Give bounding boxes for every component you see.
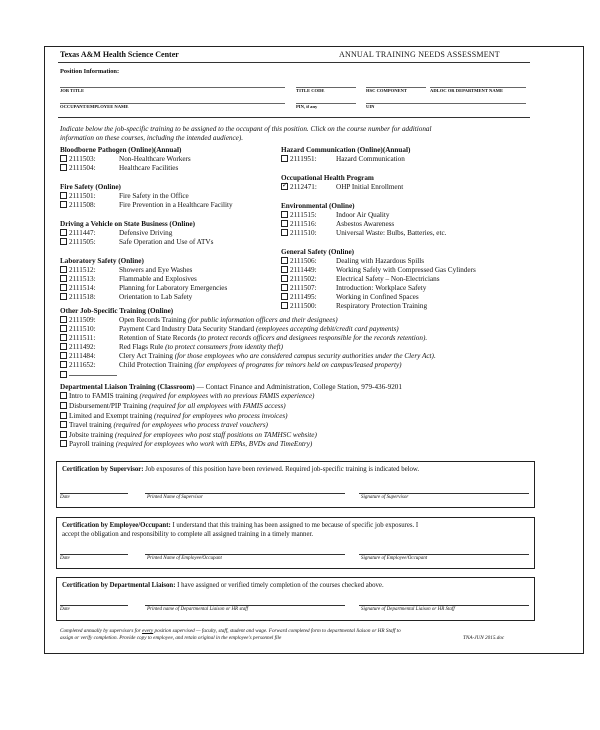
course-row: [60, 343, 283, 352]
course-row: [281, 183, 403, 192]
course-row: [281, 257, 424, 266]
supervisor-certification-box: [56, 461, 535, 508]
blank-course-field[interactable]: [69, 375, 117, 376]
course-label: Universal Waste: Bulbs, Batteries, etc.: [336, 229, 447, 237]
bloodborne-title: Bloodborne Pathogen (Online)(Annual): [60, 146, 182, 154]
checkbox[interactable]: [60, 440, 67, 447]
checkbox[interactable]: [60, 192, 67, 199]
course-row: [60, 325, 399, 334]
course-row: [281, 266, 476, 275]
employee-certification-text-2: accept the obligation and responsibility to complete all assigned training in a timely manner.: [62, 531, 314, 538]
course-row: [60, 192, 189, 201]
checkbox[interactable]: [60, 343, 67, 350]
supervisor-certification-title: Certification by Supervisor:: [62, 466, 144, 473]
course-label: Asbestos Awareness: [336, 220, 395, 228]
course-label: Safe Operation and Use of ATVs: [119, 238, 214, 246]
liaison-course-label[interactable]: Intro to FAMIS training: [69, 392, 138, 400]
driving-title: Driving a Vehicle on State Business (Online): [60, 220, 195, 228]
course-label: Child Protection Training: [119, 361, 193, 369]
course-label: Clery Act Training: [119, 352, 173, 360]
liaison-certification-body: I have assigned or verified timely completion of the courses checked above.: [175, 582, 384, 589]
course-label: Defensive Driving: [119, 229, 173, 237]
date-label: Date: [60, 607, 70, 612]
course-row: [60, 352, 436, 361]
course-code[interactable]: 2111652:: [69, 361, 96, 369]
course-row: [60, 155, 191, 164]
footer-text: Completed annually by supervisors for: [60, 628, 142, 634]
course-row: [60, 229, 172, 238]
supervisor-certification-body: Job exposures of this position have been reviewed. Required job-specific training is indicated below.: [143, 466, 420, 473]
course-row: [281, 229, 446, 238]
course-label: Payment Card Industry Data Security Standard: [119, 325, 255, 333]
supervisor-certification-text: [62, 466, 419, 473]
course-label: Introduction: Workplace Safety: [336, 284, 427, 292]
course-label: Flammable and Explosives: [119, 275, 197, 283]
liaison-course-note: (required for all employees with FAMIS access): [149, 402, 286, 410]
liaison-certification-text: [62, 582, 384, 589]
checkbox[interactable]: [60, 412, 67, 419]
checkbox[interactable]: [60, 421, 67, 428]
course-row: [281, 275, 440, 284]
course-row: [60, 266, 192, 275]
checkbox[interactable]: [281, 155, 288, 162]
footer-line-1: [60, 628, 401, 634]
course-label: Fire Safety in the Office: [119, 192, 189, 200]
course-label: Healthcare Facilities: [119, 164, 179, 172]
checkbox[interactable]: [281, 220, 288, 227]
checked-checkbox[interactable]: [281, 183, 288, 190]
checkbox[interactable]: [60, 352, 67, 359]
course-row: [60, 293, 192, 302]
checkbox[interactable]: [60, 325, 67, 332]
liaison-signature-field[interactable]: [359, 605, 529, 606]
form-title: ANNUAL TRAINING NEEDS ASSESSMENT: [339, 50, 500, 59]
course-label: Working Safely with Compressed Gas Cylinders: [336, 266, 476, 274]
checkbox[interactable]: [281, 284, 288, 291]
course-label: Hazard Communication: [336, 155, 405, 163]
instructions-line-1: Indicate below the job-specific training to be assigned to the occupant of this position. Click on the course number for additional: [60, 125, 432, 133]
course-code[interactable]: 2112471:: [290, 183, 317, 191]
liaison-date-field[interactable]: [60, 605, 128, 606]
uin-label: UIN: [366, 104, 375, 109]
checkbox[interactable]: [60, 284, 67, 291]
course-code[interactable]: 2111492:: [69, 343, 96, 351]
supervisor-name-field[interactable]: [145, 493, 345, 494]
checkbox[interactable]: [60, 155, 67, 162]
liaison-training-title: Departmental Liaison Training (Classroom): [60, 383, 195, 391]
course-row: [281, 284, 426, 293]
course-code[interactable]: 2111511:: [69, 334, 96, 342]
course-row: [60, 238, 213, 247]
course-row: [60, 361, 402, 370]
course-code[interactable]: 2111510:: [69, 325, 96, 333]
checkbox[interactable]: [60, 164, 67, 171]
instructions-line-2: information on these courses, including the intended audience).: [60, 134, 244, 142]
course-code[interactable]: 2111509:: [69, 316, 96, 324]
course-label: Planning for Laboratory Emergencies: [119, 284, 228, 292]
course-code[interactable]: 2111449:: [290, 266, 317, 274]
course-row: [281, 220, 394, 229]
checkbox[interactable]: [281, 229, 288, 236]
liaison-course-note: (required for employees who work with EPAs, BVDs and TimeEntry): [115, 440, 313, 448]
checkbox[interactable]: [60, 238, 67, 245]
liaison-certification-box: [56, 577, 535, 621]
checkbox[interactable]: [60, 316, 67, 323]
liaison-certification-title: Certification by Departmental Liaison:: [62, 582, 176, 589]
liaison-course-note: (required for employees with no previous FAMIS experience): [139, 392, 315, 400]
job-title-label: JOB TITLE: [60, 88, 85, 93]
liaison-course-note: (required for employees who post staff positions on TAMHSC website): [114, 431, 317, 439]
footer-line-2: assign or verify completion. Provide copy to employee, and retain original in the employee's personnel file: [60, 635, 282, 641]
course-label: Non-Healthcare Workers: [119, 155, 191, 163]
employee-date-field[interactable]: [60, 554, 128, 555]
course-code[interactable]: 2111951:: [290, 155, 317, 163]
occupant-name-label: OCCUPANT/EMPLOYEE NAME: [60, 104, 129, 109]
course-code[interactable]: 2111505:: [69, 238, 96, 246]
course-row: [281, 293, 419, 302]
lab-safety-title: Laboratory Safety (Online): [60, 257, 144, 265]
header-divider: [58, 62, 530, 63]
course-code[interactable]: 2111515:: [290, 211, 317, 219]
course-note: (to protect consumers from identity theft): [165, 343, 283, 351]
organization-name: Texas A&M Health Science Center: [60, 50, 179, 59]
signature-label: Signature of Departmental Liaison or HR Staff: [361, 607, 455, 612]
printed-name-label: Printed name of Departmental Liaison or HR staff: [147, 607, 248, 612]
employee-signature-field[interactable]: [359, 554, 529, 555]
course-row: [60, 164, 178, 173]
course-code[interactable]: 2111500:: [290, 302, 317, 310]
liaison-course-label[interactable]: Travel training: [69, 421, 112, 429]
course-code[interactable]: 2111495:: [290, 293, 317, 301]
checkbox[interactable]: [281, 275, 288, 282]
course-code[interactable]: 2111506:: [290, 257, 317, 265]
position-info-label: Position Information:: [60, 68, 120, 75]
checkbox[interactable]: [60, 361, 67, 368]
footer-emphasis: every: [141, 628, 154, 634]
employee-certification-title: Certification by Employee/Occupant:: [62, 522, 171, 529]
date-label: Date: [60, 556, 70, 561]
employee-certification-body: I understand that this training has been assigned to me because of specific job exposures. I: [170, 522, 419, 529]
uin-field[interactable]: [366, 103, 526, 104]
course-code[interactable]: 2111510:: [290, 229, 317, 237]
course-label: OHP Initial Enrollment: [336, 183, 404, 191]
course-code[interactable]: 2111518:: [69, 293, 96, 301]
employee-certification-text: [62, 522, 418, 529]
course-code[interactable]: 2111484:: [69, 352, 96, 360]
course-label: Dealing with Hazardous Spills: [336, 257, 425, 265]
course-code[interactable]: 2111502:: [290, 275, 317, 283]
course-label: Respiratory Protection Training: [336, 302, 428, 310]
course-label: Working in Confined Spaces: [336, 293, 419, 301]
course-row: [281, 302, 427, 311]
course-row: [281, 211, 390, 220]
course-code[interactable]: 2111501:: [69, 192, 96, 200]
other-training-title: Other Job-Specific Training (Online): [60, 307, 174, 315]
course-note: (for those employees who are considered campus security authorities under the Clery Act).: [174, 352, 436, 360]
checkbox[interactable]: [60, 392, 67, 399]
course-row: [60, 316, 338, 325]
course-label: Orientation to Lab Safety: [119, 293, 193, 301]
employee-name-field[interactable]: [145, 554, 345, 555]
checkbox[interactable]: [281, 293, 288, 300]
signature-label: Signature of Supervisor: [361, 495, 409, 500]
course-note: (for employees of programs for minors held on campus/leased property): [194, 361, 402, 369]
liaison-training-contact: — Contact Finance and Administration, College Station, 979-436-9201: [194, 383, 402, 391]
checkbox[interactable]: [281, 266, 288, 273]
department-label: ADLOC OR DEPARTMENT NAME: [430, 88, 504, 93]
checkbox[interactable]: [60, 229, 67, 236]
blank-course-row: [60, 371, 117, 380]
footer-text: position supervised — faculty, staff, student and wage. Forward completed form to departmental liaison or HR Staff to: [153, 628, 401, 634]
course-row: [60, 284, 227, 293]
checkbox[interactable]: [60, 275, 67, 282]
checkbox[interactable]: [60, 293, 67, 300]
course-label: Open Records Training: [119, 316, 187, 324]
course-code[interactable]: 2111508:: [69, 201, 96, 209]
course-row: [60, 334, 427, 343]
fire-safety-title: Fire Safety (Online): [60, 183, 121, 191]
course-code[interactable]: 2111447:: [69, 229, 96, 237]
liaison-name-field[interactable]: [145, 605, 345, 606]
checkbox[interactable]: [60, 334, 67, 341]
course-code[interactable]: 2111512:: [69, 266, 96, 274]
liaison-row: [60, 402, 286, 411]
course-code[interactable]: 2111513:: [69, 275, 96, 283]
supervisor-signature-field[interactable]: [359, 493, 529, 494]
liaison-row: [60, 440, 312, 449]
occupational-health-title: Occupational Health Program: [281, 174, 374, 182]
supervisor-date-field[interactable]: [60, 493, 128, 494]
signature-label: Signature of Employee/Occupant: [361, 556, 428, 561]
liaison-row: [60, 421, 268, 430]
printed-name-label: Printed Name of Supervisor: [147, 495, 203, 500]
form-id: TNA-JUN 2015.doc: [463, 635, 505, 641]
course-code[interactable]: 2111514:: [69, 284, 96, 292]
checkbox[interactable]: [281, 302, 288, 309]
course-label: Red Flags Rule: [119, 343, 164, 351]
liaison-course-label[interactable]: Disbursement/PIP Training: [69, 402, 148, 410]
liaison-row: [60, 431, 317, 440]
course-code[interactable]: 2111504:: [69, 164, 96, 172]
course-note: (to protect records officers and designees responsible for the records retention).: [198, 334, 428, 342]
liaison-course-label[interactable]: Payroll training: [69, 440, 114, 448]
liaison-course-note: (required for employees who process travel vouchers): [113, 421, 268, 429]
course-label: Indoor Air Quality: [336, 211, 390, 219]
general-safety-title: General Safety (Online): [281, 248, 355, 256]
liaison-course-note: (required for employees who process invoices): [154, 412, 288, 420]
liaison-training-header: [60, 383, 402, 392]
liaison-row: [60, 412, 288, 421]
checkbox[interactable]: [60, 266, 67, 273]
course-row: [281, 155, 405, 164]
course-code[interactable]: 2111516:: [290, 220, 317, 228]
course-note: (employees accepting debit/credit card payments): [255, 325, 399, 333]
position-divider: [58, 117, 530, 118]
liaison-course-label[interactable]: Limited and Exempt training: [69, 412, 153, 420]
employee-certification-box: [56, 517, 535, 569]
course-row: [60, 275, 197, 284]
printed-name-label: Printed Name of Employee/Occupant: [147, 556, 222, 561]
hsc-component-label: HSC COMPONENT: [366, 88, 407, 93]
checkbox[interactable]: [281, 257, 288, 264]
course-code[interactable]: 2111503:: [69, 155, 96, 163]
course-note: (for public information officers and their designees): [187, 316, 338, 324]
date-label: Date: [60, 495, 70, 500]
course-label: Electrical Safety – Non-Electricians: [336, 275, 440, 283]
job-title-field[interactable]: [60, 87, 285, 88]
course-row: [60, 201, 233, 210]
checkbox[interactable]: [60, 402, 67, 409]
hazard-title: Hazard Communication (Online)(Annual): [281, 146, 411, 154]
checkbox[interactable]: [281, 211, 288, 218]
title-code-label: TITLE CODE: [296, 88, 325, 93]
course-label: Retention of State Records: [119, 334, 197, 342]
liaison-row: [60, 392, 314, 401]
course-code[interactable]: 2111507:: [290, 284, 317, 292]
environmental-title: Environmental (Online): [281, 202, 355, 210]
course-label: Fire Prevention in a Healthcare Facility: [119, 201, 233, 209]
liaison-course-label[interactable]: Jobsite training: [69, 431, 114, 439]
course-label: Showers and Eye Washes: [119, 266, 193, 274]
checkbox[interactable]: [60, 201, 67, 208]
checkbox[interactable]: [60, 431, 67, 438]
checkbox[interactable]: [60, 371, 67, 378]
pin-label: PIN, if any: [296, 104, 318, 109]
